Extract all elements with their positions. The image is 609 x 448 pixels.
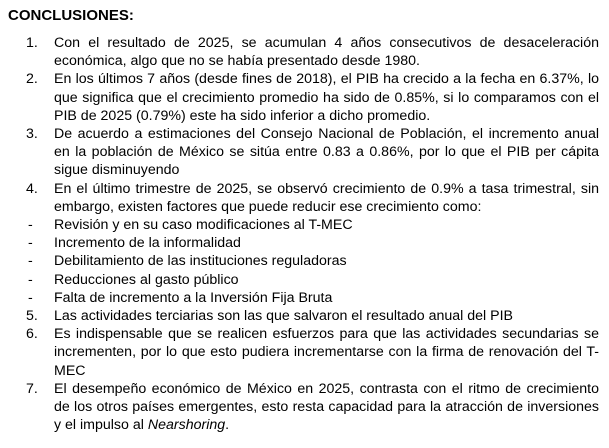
conclusion-item-1 <box>8 34 601 70</box>
item-text: De acuerdo a estimaciones del Consejo Nacional de Población, el incremento anual en la población de México se sitúa entre 0.83 a 0.86%, por lo que el PIB per cápita sigue disminuyendo <box>54 126 599 179</box>
item-text-container <box>54 380 601 435</box>
item-text: Es indispensable que se realicen esfuerzos para que las actividades secundarias se incrementen, por lo que esto pudiera incrementarse con la firma de renovación del T-MEC <box>54 326 599 379</box>
item-text: El desempeño económico de México en 2025, contrasta con el ritmo de crecimiento de los otros países emergentes, esto resta capacidad para la atracción de inversiones y el impulso al <box>54 380 599 434</box>
item-text: Debilitamiento de las instituciones reguladoras <box>54 253 347 270</box>
factor-item <box>8 216 601 234</box>
emphasized-term: Nearshoring <box>147 417 226 434</box>
factor-item <box>8 271 601 289</box>
conclusion-item-7 <box>8 380 601 435</box>
item-number: 1. <box>26 35 38 51</box>
dash-bullet: - <box>28 271 33 288</box>
item-text: En los últimos 7 años (desde fines de 2018), el PIB ha crecido a la fecha en 6.37%, lo que significa que el crecimiento promedio ha sido de 0.85%, si lo comparamos con el PIB de 2025 (0.79%) este ha sido inferior a dicho promedio. <box>54 71 599 124</box>
conclusions-list <box>8 34 601 434</box>
item-text-suffix: . <box>225 417 230 434</box>
conclusion-item-6 <box>8 325 601 380</box>
item-text: Revisión y en su caso modificaciones al T-MEC <box>54 217 353 234</box>
factor-item <box>8 252 601 270</box>
conclusion-item-5 <box>8 307 601 325</box>
item-number: 6. <box>26 326 38 343</box>
conclusion-item-3 <box>8 125 601 180</box>
item-text: Falta de incremento a la Inversión Fija Bruta <box>54 289 333 306</box>
factor-item <box>8 289 601 307</box>
item-number: 7. <box>26 380 38 397</box>
item-text: En el último trimestre de 2025, se observó crecimiento de 0.9% a tasa trimestral, sin embargo, existen factores que puede reducir ese crecimiento como: <box>54 180 599 215</box>
item-text: Con el resultado de 2025, se acumulan 4 años consecutivos de desaceleración económica, algo que no se había presentado desde 1980. <box>54 35 599 70</box>
item-number: 2. <box>26 71 38 88</box>
item-text: Reducciones al gasto público <box>54 271 239 288</box>
item-number: 3. <box>26 126 38 143</box>
item-number: 5. <box>26 308 38 325</box>
item-text: Las actividades terciarias son las que salvaron el resultado anual del PIB <box>54 308 513 325</box>
dash-bullet: - <box>28 289 33 306</box>
factor-item <box>8 234 601 252</box>
section-title: CONCLUSIONES: <box>8 7 134 24</box>
dash-bullet: - <box>28 217 33 234</box>
dash-bullet: - <box>28 235 33 252</box>
dash-bullet: - <box>28 253 33 270</box>
item-number: 4. <box>26 180 38 197</box>
conclusion-item-4 <box>8 180 601 216</box>
item-text: Incremento de la informalidad <box>54 235 241 252</box>
conclusion-item-2 <box>8 70 601 125</box>
